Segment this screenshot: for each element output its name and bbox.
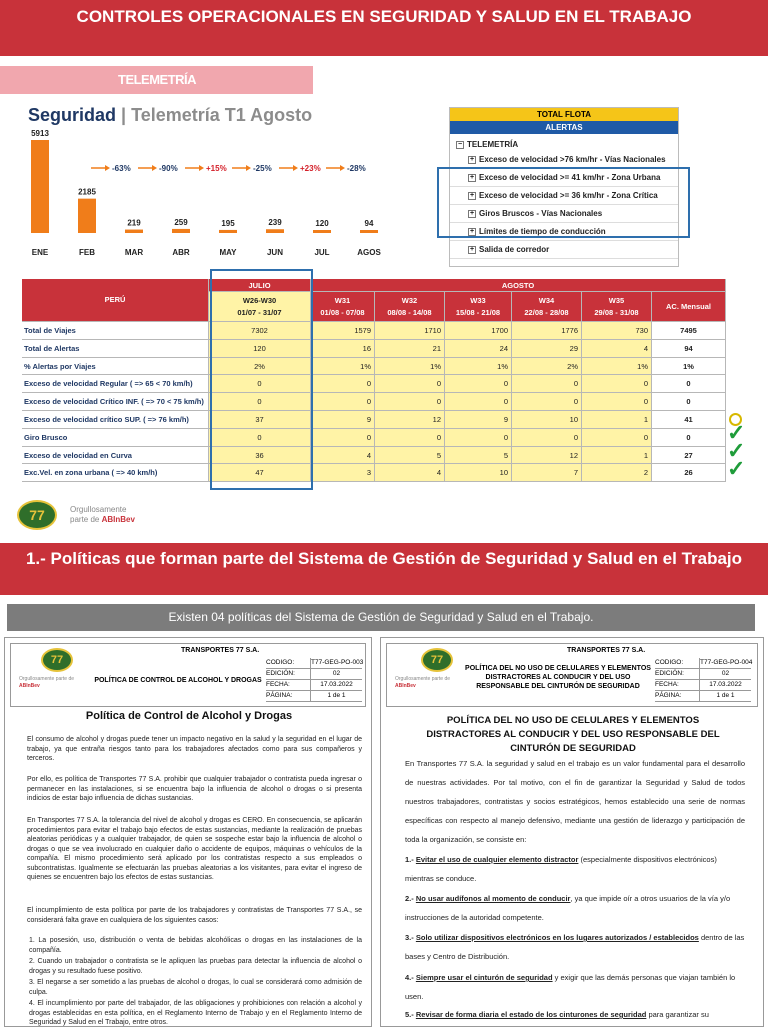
table-cell: 0	[375, 375, 445, 393]
ac-cell: 94	[652, 340, 726, 358]
ac-cell: 0	[652, 375, 726, 393]
expand-icon[interactable]: +	[469, 227, 475, 235]
meta-value: 17.03.2022	[699, 680, 751, 690]
meta-key: CODIGO:	[655, 659, 684, 666]
table-cell: 4	[311, 447, 375, 465]
ac-cell: 0	[652, 429, 726, 447]
meta-value: 02	[699, 669, 751, 679]
table-cell: 36	[209, 447, 311, 465]
telemetry-table	[22, 279, 726, 484]
change-label: -25%	[253, 164, 272, 173]
table-cell: 0	[512, 375, 582, 393]
dashboard-title-main: Seguridad	[28, 105, 117, 125]
table-cell: 1	[582, 447, 652, 465]
doc-paragraph: El incumplimiento de esta política por parte de los trabajadores y contratistas de Transportes 77 S.A., se considerará falta grave en cualquiera de los siguientes casos:	[27, 907, 362, 924]
tick-label: JUL	[314, 248, 330, 257]
table-cell: 9	[445, 411, 512, 429]
meta-row	[655, 669, 751, 680]
table-cell: 7302	[209, 322, 311, 340]
week-label: W35	[608, 296, 625, 305]
bar	[125, 230, 143, 233]
doc-paragraph: Por ello, es política de Transportes 77 S.A. prohibir que cualquier trabajador o contratista pueda ingresar o permanecer en las instalaciones, si se encuentra bajo la influencia de alcohol o drogas o si presenta indicios de estar bajo influencia de dichas sustancias.	[27, 776, 362, 802]
item-emphasis: Solo utilizar dispositivos electrónicos en los lugares autorizados / establecidos	[415, 933, 699, 942]
expand-icon[interactable]: +	[469, 245, 475, 253]
legend-head-alerts: ALERTAS	[450, 121, 678, 134]
table-cell: 0	[311, 393, 375, 411]
legend-item-label: Exceso de velocidad >76 km/hr - Vías Nacionales	[479, 155, 666, 164]
bar	[172, 229, 190, 233]
change-arrowhead	[246, 165, 251, 171]
table-cell: 0	[445, 393, 512, 411]
table-cell: 0	[209, 393, 311, 411]
legend-group[interactable]	[450, 134, 678, 151]
change-arrowhead	[199, 165, 204, 171]
tagline-line1: Orgullosamente	[70, 505, 127, 514]
table-cell: 16	[311, 340, 375, 358]
row-label: Exc.Vel. en zona urbana ( => 40 km/h)	[22, 464, 209, 482]
dashboard-title-sub: Telemetría T1 Agosto	[131, 105, 313, 125]
table-cell: 0	[311, 375, 375, 393]
doc-tagline	[19, 676, 74, 690]
table-cell: 29	[512, 340, 582, 358]
ac-cell: 7495	[652, 322, 726, 340]
item-text: y exigir que las demás personas que viajan también lo usen.	[405, 973, 736, 1001]
title-separator: |	[121, 105, 127, 125]
table-cell: 3	[311, 464, 375, 482]
data-label: 259	[174, 217, 188, 227]
table-cell: 1710	[375, 322, 445, 340]
tick-label: JUN	[266, 248, 284, 257]
table-cell: 2	[582, 464, 652, 482]
table-cell: 0	[209, 375, 311, 393]
doc-header	[386, 643, 758, 707]
data-label: 120	[315, 219, 329, 228]
intro-bar	[7, 604, 755, 631]
bar	[313, 230, 331, 233]
table-cell: 1776	[512, 322, 582, 340]
tick-label: MAR	[124, 248, 144, 257]
bar	[266, 229, 284, 233]
table-cell: 0	[512, 393, 582, 411]
legend-item-label: Límites de tiempo de conducción	[479, 227, 606, 236]
change-arrowhead	[293, 165, 298, 171]
meta-value: T77-GEG-PO-004	[700, 659, 753, 666]
doc-tag1: Orgullosamente	[19, 676, 55, 682]
country-label: PERÚ	[104, 295, 126, 304]
doc-meta	[655, 658, 751, 702]
ac-cell: 41	[652, 411, 726, 429]
legend-item-label: Giros Bruscos - Vías Nacionales	[479, 209, 603, 218]
row-label: Exceso de velocidad crítico SUP. ( => 76 km/h)	[22, 411, 209, 429]
meta-row	[266, 691, 362, 702]
meta-value: 17.03.2022	[310, 680, 362, 690]
change-arrowhead	[340, 165, 345, 171]
week-label: W33	[470, 296, 486, 305]
meta-row	[266, 669, 362, 680]
doc-paragraph: En Transportes 77 S.A. la seguridad y salud en el trabajo es un valor fundamental para el desarrollo de nuestras actividades. Por tal motivo, con el fin de garantizar la Seguridad y Salud de todos nuestros trabajadores, contratistas y socios estratégicos, hemos establecido una serie de normas específicas con respecto al manejo defensivo, mediante una gestión de liderazgo y participación de toda la organización, se consiste en:	[405, 759, 745, 844]
table-cell: 12	[375, 411, 445, 429]
month-header: AGOSTO	[311, 279, 726, 292]
bar	[78, 199, 96, 233]
data-label: 219	[127, 218, 141, 228]
week-dates: 08/08 - 14/08	[387, 308, 432, 317]
ac-cell: 27	[652, 447, 726, 465]
policy-document-distractors	[380, 637, 764, 1027]
table-cell: 5	[445, 447, 512, 465]
policy-document-alcohol	[4, 637, 372, 1027]
change-label: +23%	[300, 164, 321, 173]
doc-list-item: 3. El negarse a ser sometido a las pruebas de alcohol o drogas, lo cual se considerará como admisión de culpa.	[29, 979, 362, 996]
meta-key: EDICIÓN:	[266, 670, 295, 677]
doc-list-item: 2. Cuando un trabajador o contratista se le apliquen las pruebas para detectar la influencia de alcohol o drogas y su resultado fuese positivo.	[29, 958, 362, 975]
week-label: W34	[538, 296, 555, 305]
table-cell: 0	[582, 393, 652, 411]
data-label: 5913	[31, 129, 49, 138]
logo-text: 77	[29, 507, 45, 523]
week-dates: 29/08 - 31/08	[594, 308, 639, 317]
expand-icon[interactable]: +	[469, 173, 475, 181]
doc-list-item	[405, 928, 745, 966]
section2-title: 1.- Políticas que forman parte del Sistema de Gestión de Seguridad y Salud en el Trabajo	[25, 549, 743, 568]
legend-item-label: Exceso de velocidad >= 36 km/hr - Zona Crítica	[479, 191, 658, 200]
meta-key: EDICIÓN:	[655, 670, 684, 677]
week-header	[375, 292, 445, 322]
table-cell: 0	[582, 375, 652, 393]
ac-cell: 0	[652, 393, 726, 411]
row-label: Exceso de velocidad en Curva	[22, 447, 209, 465]
row-label: Exceso de velocidad Crítico INF. ( => 70 < 75 km/h)	[22, 393, 209, 411]
bar	[360, 230, 378, 233]
doc-list-item	[405, 968, 745, 1006]
row-label: Total de Viajes	[22, 322, 209, 340]
ac-cell: 1%	[652, 358, 726, 376]
data-label: 239	[268, 218, 282, 228]
table-cell: 12	[512, 447, 582, 465]
change-label: -63%	[112, 164, 131, 173]
legend-item[interactable]	[450, 241, 678, 259]
table-cell: 5	[375, 447, 445, 465]
table-cell: 730	[582, 322, 652, 340]
collapse-icon[interactable]: −	[457, 140, 463, 148]
table-cell: 47	[209, 464, 311, 482]
tick-label: AGOS	[357, 248, 381, 257]
alerts-bar-chart	[20, 128, 400, 258]
meta-key: PÁGINA:	[266, 692, 293, 699]
doc-tag2: parte de	[55, 676, 75, 682]
week-header	[512, 292, 582, 322]
main-title-banner	[0, 0, 768, 56]
table-cell: 0	[375, 393, 445, 411]
meta-value: 1 de 1	[699, 691, 751, 701]
meta-key: CODIGO:	[266, 659, 295, 666]
intro-text: Existen 04 políticas del Sistema de Gestión de Seguridad y Salud en el Trabajo.	[168, 610, 594, 624]
check-icon: ✓	[727, 420, 746, 445]
change-arrowhead	[105, 165, 110, 171]
week-header	[311, 292, 375, 322]
legend-item-label: Exceso de velocidad >= 41 km/hr - Zona Urbana	[479, 173, 661, 182]
check-icon: ✓	[727, 438, 746, 463]
week-label: W26-W30	[242, 296, 277, 305]
doc-tag2: parte de	[431, 676, 451, 682]
week-header	[445, 292, 512, 322]
table-cell: 0	[445, 429, 512, 447]
main-title: CONTROLES OPERACIONALES EN SEGURIDAD Y SALUD EN EL TRABAJO	[76, 7, 692, 26]
item-text: para garantizar su	[646, 1010, 709, 1019]
table-cell: 0	[445, 375, 512, 393]
meta-row	[655, 691, 751, 702]
table-cell: 24	[445, 340, 512, 358]
table-cell: 120	[209, 340, 311, 358]
week-label: W32	[401, 296, 418, 305]
doc-title: POLÍTICA DEL NO USO DE CELULARES Y ELEMENTOS DISTRACTORES AL CONDUCIR Y DEL USO RESPONSABLE DEL CINTURÓN DE SEGURIDAD	[465, 665, 651, 690]
tick-label: MAY	[219, 248, 237, 257]
item-text: dentro de las bases y Centro de Distribución.	[405, 933, 745, 961]
section2-banner	[0, 543, 768, 595]
doc-list-item	[405, 1005, 745, 1024]
doc-heading: POLÍTICA DEL NO USO DE CELULARES Y ELEMENTOS DISTRACTORES AL CONDUCIR Y DEL USO RESPONSABLE DEL CINTURÓN DE SEGURIDAD	[426, 715, 720, 754]
ac-header: AC. Mensual	[652, 292, 726, 322]
tagline-brand: ABInBev	[101, 515, 135, 524]
legend-group-label: TELEMETRÍA	[467, 140, 519, 149]
table-cell: 9	[311, 411, 375, 429]
week-label: W31	[334, 296, 351, 305]
item-emphasis: Revisar de forma diaria el estado de los cinturones de seguridad	[415, 1010, 647, 1019]
doc-logo	[421, 648, 453, 672]
table-cell: 1	[582, 411, 652, 429]
meta-row	[655, 658, 751, 669]
doc-title: POLÍTICA DE CONTROL DE ALCOHOL Y DROGAS	[94, 677, 262, 684]
doc-logo-text: 77	[430, 654, 444, 666]
item-number: 1.-	[405, 855, 414, 864]
doc-list-item	[405, 889, 745, 927]
section-bar	[0, 66, 313, 94]
doc-paragraph: El consumo de alcohol y drogas puede tener un impacto negativo en la salud y la seguridad en el lugar de trabajo, ya que entraña riesgos tanto para los trabajadores afectados como para sus compañeros y terceros.	[27, 736, 362, 762]
week-dates: 22/08 - 28/08	[524, 308, 569, 317]
table-cell: 0	[582, 429, 652, 447]
meta-row	[266, 680, 362, 691]
meta-row	[655, 680, 751, 691]
table-cell: 4	[375, 464, 445, 482]
table-cell: 1700	[445, 322, 512, 340]
table-cell: 1%	[375, 358, 445, 376]
doc-paragraph: En Transportes 77 S.A. la tolerancia del nivel de alcohol y drogas es CERO. En consecuencia, se aplicarán procedimientos para evitar el trabajo bajo efectos de estas sustancias, mediante la realización de pruebas aleatorias periódicas y a cualquier trabajador, de quien se sospeche estar bajo la influencia de alcohol o drogas o que se vea involucrado en cualquier daño o accidente de equipos, máquinas o vehículos de la compañía. El mismo procedimiento será aplicado por los contratistas respecto a sus empleados o subcontratistas. Igualmente se efectuarán las pruebas aleatorias a los visitantes, para evitar el ingreso de quienes se encuentren bajo los efectos de estas sustancias.	[27, 817, 362, 881]
tick-label: ABR	[172, 248, 190, 257]
doc-tag1: Orgullosamente	[395, 676, 431, 682]
doc-tag3: ABInBev	[19, 683, 40, 689]
table-cell: 7	[512, 464, 582, 482]
tagline-line2: parte de	[70, 515, 100, 524]
meta-key: FECHA:	[266, 681, 290, 688]
week-dates: 01/07 - 31/07	[237, 308, 282, 317]
table-cell: 0	[209, 429, 311, 447]
week-dates: 15/08 - 21/08	[455, 308, 501, 317]
doc-company: TRANSPORTES 77 S.A.	[181, 647, 260, 654]
table-cell: 2%	[209, 358, 311, 376]
meta-row	[266, 658, 362, 669]
brand-tagline	[70, 505, 135, 525]
table-cell: 1%	[582, 358, 652, 376]
meta-value: 1 de 1	[310, 691, 362, 701]
row-label: Total de Alertas	[22, 340, 209, 358]
change-label: +15%	[206, 164, 227, 173]
expand-icon[interactable]: +	[469, 191, 475, 199]
item-number: 3.-	[405, 933, 414, 942]
dashboard-title	[28, 105, 312, 126]
change-arrowhead	[152, 165, 157, 171]
row-label: % Alertas por Viajes	[22, 358, 209, 376]
table-cell: 2%	[512, 358, 582, 376]
item-number: 5.-	[405, 1010, 414, 1019]
legend-item-label: Salida de corredor	[479, 245, 550, 254]
row-label: Giro Brusco	[22, 429, 209, 447]
meta-value: T77-GEG-PO-003	[311, 659, 364, 666]
table-cell: 0	[311, 429, 375, 447]
doc-heading: Política de Control de Alcohol y Drogas	[85, 710, 293, 722]
data-label: 195	[221, 218, 235, 228]
tick-label: FEB	[79, 248, 95, 257]
table-cell: 21	[375, 340, 445, 358]
bar	[219, 230, 237, 233]
doc-tag3: ABInBev	[395, 683, 416, 689]
bar	[31, 140, 49, 233]
meta-key: PÁGINA:	[655, 692, 682, 699]
item-number: 2.-	[405, 894, 414, 903]
table-cell: 0	[512, 429, 582, 447]
expand-icon[interactable]: +	[469, 155, 475, 163]
table-cell: 4	[582, 340, 652, 358]
company-logo	[17, 500, 57, 530]
month-header: JULIO	[209, 279, 311, 292]
table-cell: 1%	[311, 358, 375, 376]
table-cell: 37	[209, 411, 311, 429]
meta-key: FECHA:	[655, 681, 679, 688]
ac-cell: 26	[652, 464, 726, 482]
item-number: 4.-	[405, 973, 414, 982]
doc-tagline	[395, 676, 450, 690]
doc-meta	[266, 658, 362, 702]
tick-label: ENE	[31, 248, 49, 257]
meta-value: 02	[310, 669, 362, 679]
section-label: TELEMETRÍA	[118, 72, 197, 87]
table-cell: 0	[375, 429, 445, 447]
doc-header	[10, 643, 366, 707]
item-emphasis: No usar audífonos al momento de conducir	[415, 894, 571, 903]
expand-icon[interactable]: +	[469, 209, 475, 217]
doc-logo	[41, 648, 73, 672]
doc-list-item: 4. El incumplimiento por parte del trabajador, de las obligaciones y prohibiciones con relación a alcohol y drogas establecidas en esta política, en el Reglamento Interno de Trabajo y en el Reglamento Interno de Seguridad y Salud en el Trabajo, entre otros.	[29, 1000, 362, 1026]
week-header	[582, 292, 652, 322]
doc-list-item: 1. La posesión, uso, distribución o venta de bebidas alcohólicas o drogas en las instalaciones de la compañía.	[29, 937, 362, 954]
change-label: -90%	[159, 164, 178, 173]
item-text: , ya que impide oír a otros usuarios de la vía y/o instrucciones de la autoridad competente.	[405, 894, 731, 922]
country-header	[22, 279, 209, 322]
doc-logo-text: 77	[50, 654, 64, 666]
legend-head-fleet: TOTAL FLOTA	[450, 108, 678, 121]
table-cell: 1579	[311, 322, 375, 340]
highlight-box	[437, 167, 690, 238]
change-label: -28%	[347, 164, 366, 173]
data-label: 2185	[78, 187, 96, 197]
table-cell: 10	[512, 411, 582, 429]
table-cell: 1%	[445, 358, 512, 376]
item-emphasis: Siempre usar el cinturón de seguridad	[415, 973, 553, 982]
table-cell: 10	[445, 464, 512, 482]
doc-list-item	[405, 850, 745, 888]
data-label: 94	[364, 219, 374, 228]
row-label: Exceso de velocidad Regular ( => 65 < 70 km/h)	[22, 375, 209, 393]
item-text: (especialmente dispositivos electrónicos) mientras se conduce.	[405, 855, 717, 883]
week-dates: 01/08 - 07/08	[320, 308, 365, 317]
doc-company: TRANSPORTES 77 S.A.	[567, 647, 646, 654]
check-icon: ✓	[727, 456, 746, 481]
july-highlight-box	[210, 269, 313, 490]
item-emphasis: Evitar el uso de cualquier elemento distractor	[415, 855, 579, 864]
